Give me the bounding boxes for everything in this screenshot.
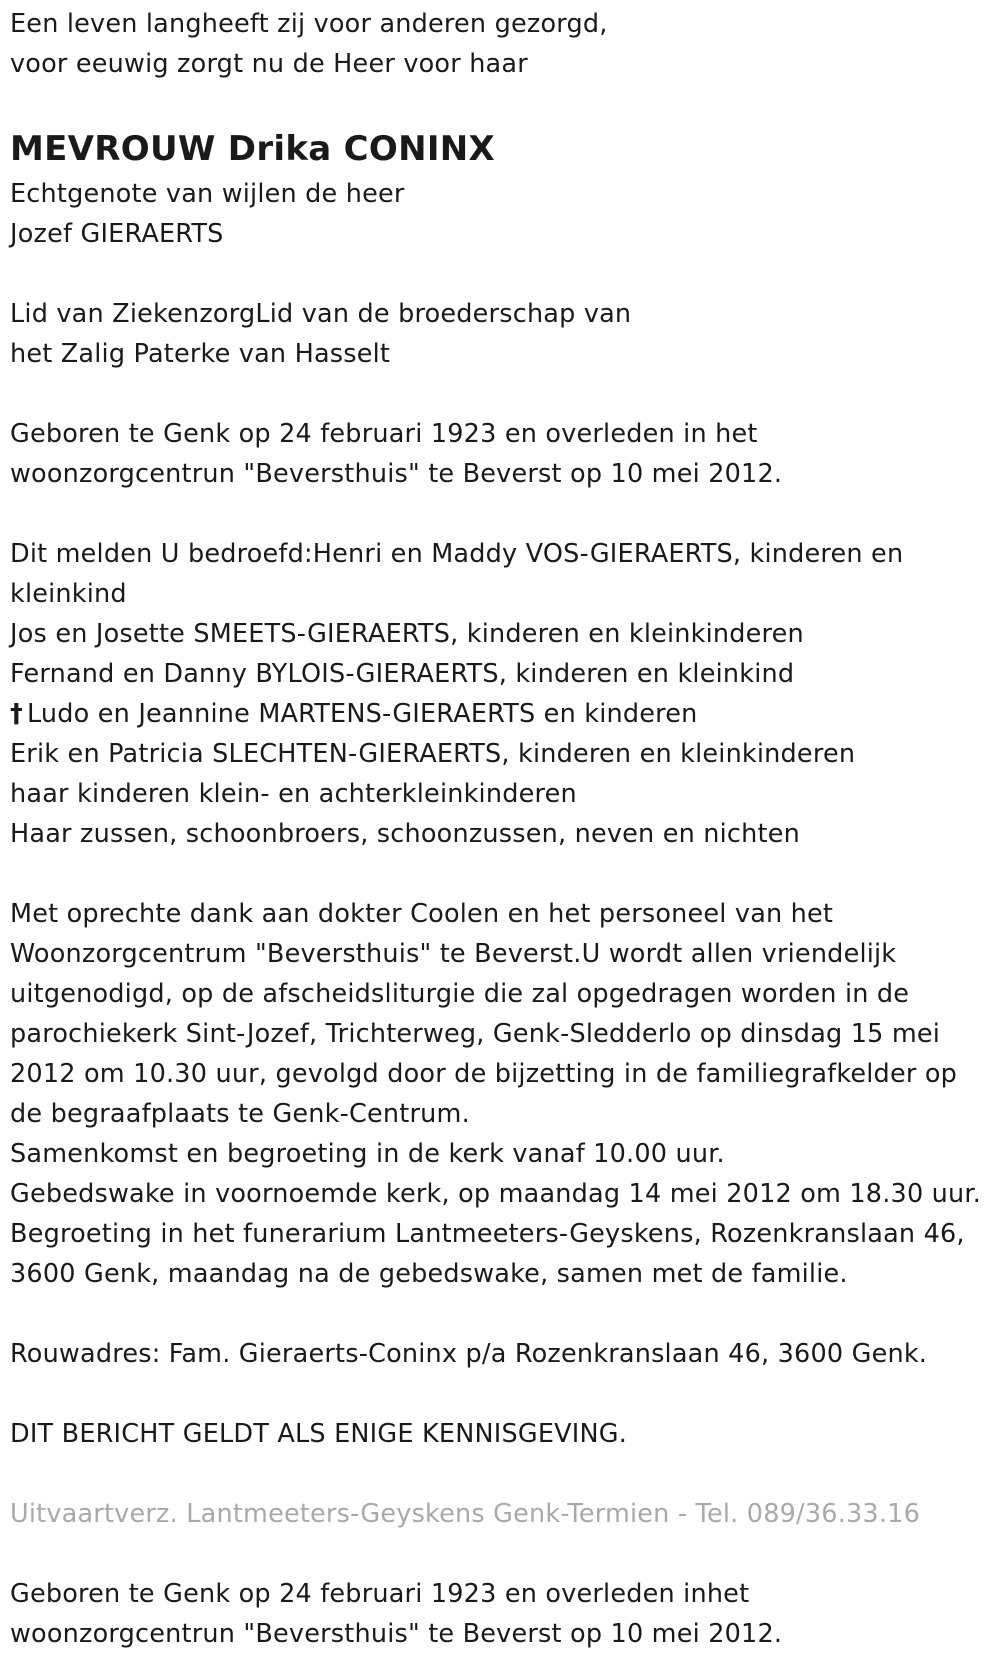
service-block [10,894,995,1294]
service-line: Samenkomst en begroeting in de kerk vanaf 10.00 uur. [10,1139,725,1169]
family-line: Fernand en Danny BYLOIS-GIERAERTS, kinderen en kleinkind [10,659,795,689]
family-line-deceased [10,694,995,734]
family-line: Erik en Patricia SLECHTEN-GIERAERTS, kinderen en kleinkinderen [10,739,856,769]
memberships-block [10,294,995,374]
family-line-text: Ludo en Jeannine MARTENS-GIERAERTS en kinderen [26,699,698,729]
motto-line: Een leven langheeft zij voor anderen gezorgd, [10,9,608,39]
death-notice [10,4,995,1654]
deceased-name-title: MEVROUW Drika CONINX [10,129,496,169]
footer-block [10,1574,995,1654]
family-line: kleinkind [10,579,127,609]
motto-block [10,4,995,84]
motto-line: voor eeuwig zorgt nu de Heer voor haar [10,49,528,79]
spouse-block [10,174,995,254]
family-line: Haar zussen, schoonbroers, schoonzussen, neven en nichten [10,819,800,849]
service-line: 3600 Genk, maandag na de gebedswake, samen met de familie. [10,1259,848,1289]
mourning-address: Rouwadres: Fam. Gieraerts-Coninx p/a Rozenkranslaan 46, 3600 Genk. [10,1339,928,1369]
service-line: Met oprechte dank aan dokter Coolen en het personeel van het [10,899,834,929]
family-line: haar kinderen klein- en achterkleinkinderen [10,779,577,809]
family-block [10,534,995,854]
service-line: Gebedswake in voornoemde kerk, op maandag 14 mei 2012 om 18.30 uur. [10,1179,982,1209]
service-line: uitgenodigd, op de afscheidsliturgie die zal opgedragen worden in de [10,979,910,1009]
service-line: Begroeting in het funerarium Lantmeeters-Geyskens, Rozenkranslaan 46, [10,1219,965,1249]
membership-line: Lid van ZiekenzorgLid van de broederschap van [10,299,632,329]
membership-line: het Zalig Paterke van Hasselt [10,339,391,369]
birth-death-block [10,414,995,494]
service-line: Woonzorgcentrum "Beversthuis" te Beverst.U wordt allen vriendelijk [10,939,897,969]
family-line: Jos en Josette SMEETS-GIERAERTS, kinderen en kleinkinderen [10,619,804,649]
birth-death-line: Geboren te Genk op 24 februari 1923 en overleden in het [10,419,758,449]
cross-icon: † [10,699,23,729]
spouse-line: Echtgenote van wijlen de heer [10,179,405,209]
official-notice: DIT BERICHT GELDT ALS ENIGE KENNISGEVING. [10,1419,628,1449]
family-line: Dit melden U bedroefd:Henri en Maddy VOS-GIERAERTS, kinderen en [10,539,904,569]
service-line: de begraafplaats te Genk-Centrum. [10,1099,470,1129]
service-line: 2012 om 10.30 uur, gevolgd door de bijzetting in de familiegrafkelder op [10,1059,958,1089]
undertaker-info: Uitvaartverz. Lantmeeters-Geyskens Genk-Termien - Tel. 089/36.33.16 [10,1499,920,1529]
footer-line: Geboren te Genk op 24 februari 1923 en overleden inhet [10,1579,750,1609]
spouse-line: Jozef GIERAERTS [10,219,224,249]
footer-line: woonzorgcentrun "Beversthuis" te Beverst op 10 mei 2012. [10,1619,783,1649]
birth-death-line: woonzorgcentrun "Beversthuis" te Beverst op 10 mei 2012. [10,459,783,489]
service-line: parochiekerk Sint-Jozef, Trichterweg, Genk-Sledderlo op dinsdag 15 mei [10,1019,941,1049]
